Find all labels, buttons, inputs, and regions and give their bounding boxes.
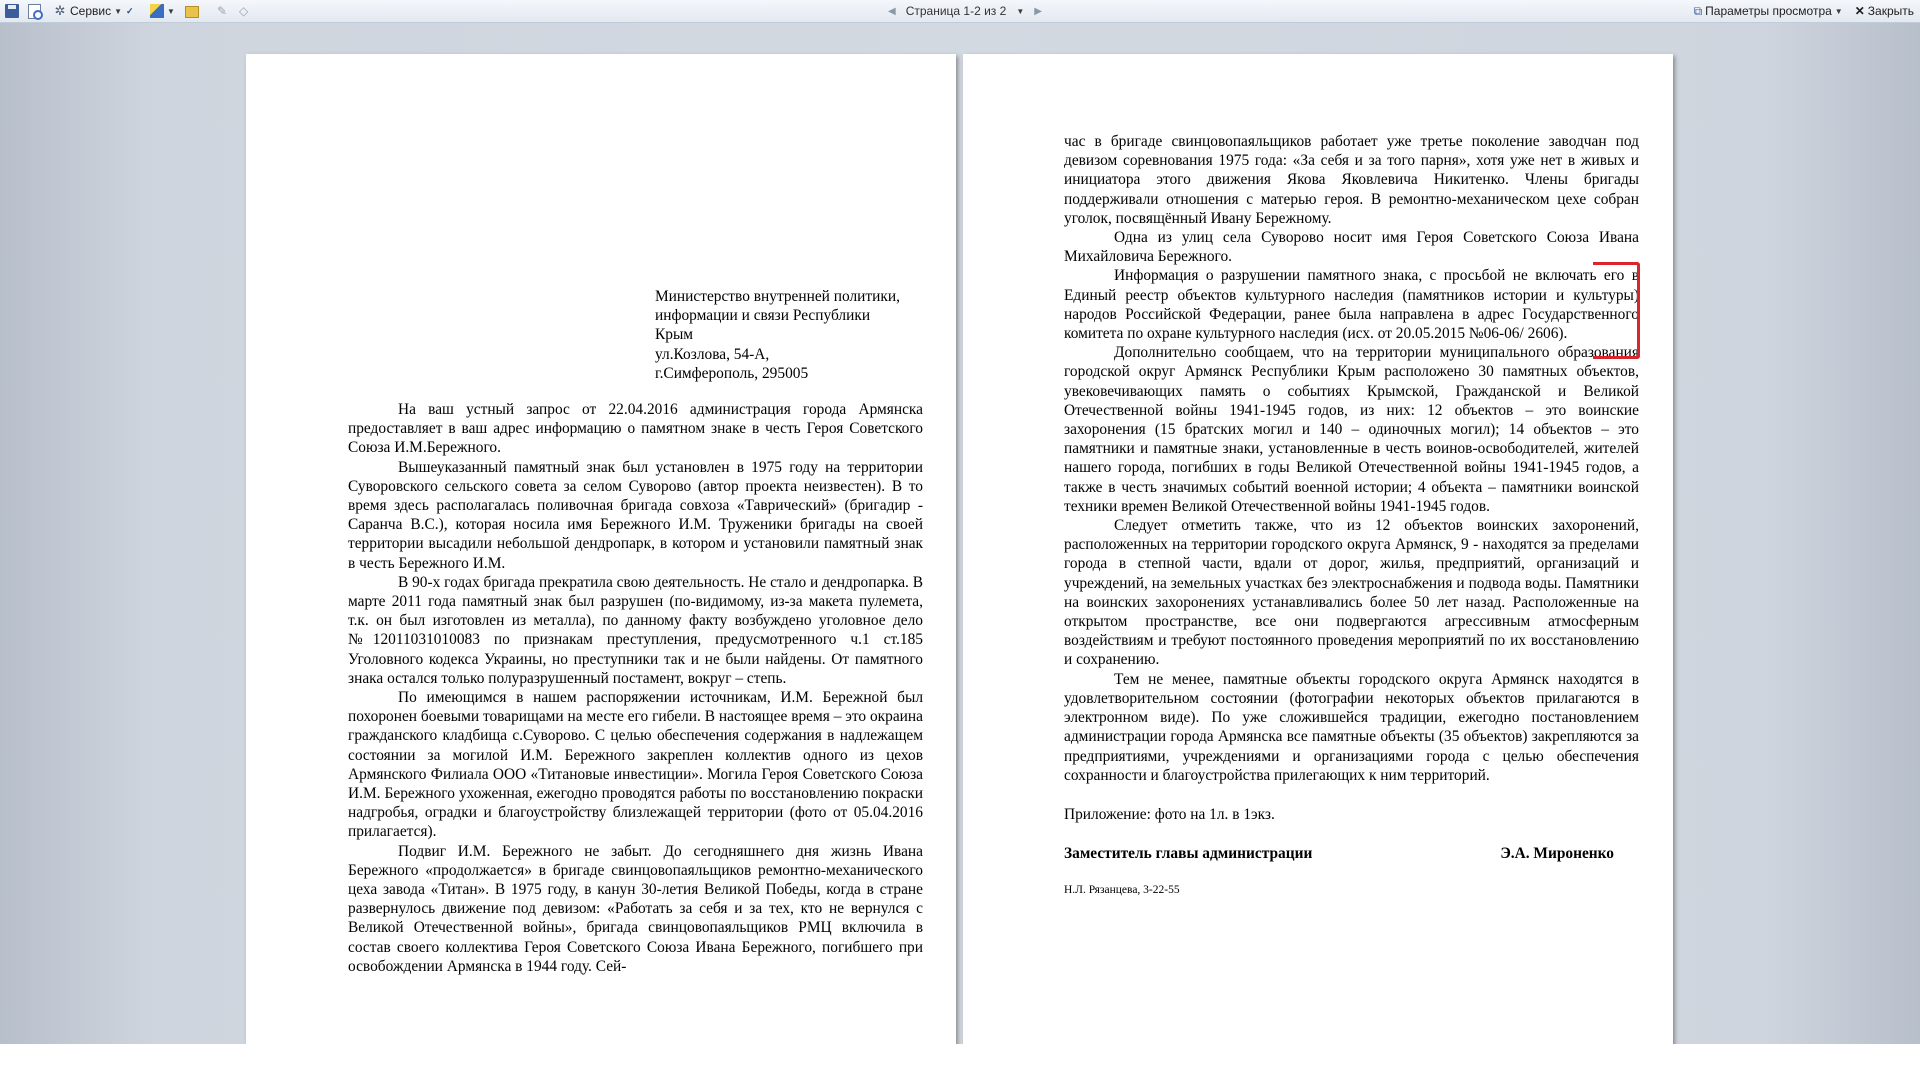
eraser-icon: ◇: [239, 4, 249, 18]
address-line: ул.Козлова, 54-А,: [655, 345, 770, 363]
service-menu-button[interactable]: [53, 3, 122, 19]
executor-contact: Н.Л. Рязанцева, 3-22-55: [1064, 884, 1180, 897]
spelling-icon: ✓: [126, 6, 134, 16]
folder-icon: [185, 6, 199, 18]
close-button[interactable]: [1855, 4, 1914, 18]
paragraph: По имеющимся в нашем распоряжении источникам, И.М. Бережной был похоронен боевыми товарищами на месте его гибели. В настоящее время – это окраина гражданского кладбища с.Суворово. С целью обеспечения содержания в надлежащем состоянии за могилой И.М. Бережного закреплен коллектив одного из цехов Армянского Филиала ООО «Титановые инвестиции». Могила Героя Советского Союза И.М. Бережного ухоженная, ежегодно проводятся работы по восстановлению покраски надгробья, оградки и благоустройству близлежащей территории (фото от 05.04.2016 прилагается).: [348, 689, 923, 841]
letter-body-page-1: [348, 400, 923, 976]
document-page-1: [246, 54, 956, 1060]
print-preview-toolbar: [0, 0, 1920, 23]
paragraph: На ваш устный запрос от 22.04.2016 администрация города Армянска предоставляет в ваш адрес информацию о памятном знаке в честь Героя Советского Союза И.М.Бережного.: [348, 401, 923, 457]
edit-disabled-button[interactable]: [217, 3, 231, 19]
chevron-down-icon: ▼: [167, 6, 175, 16]
address-line: г.Симферополь, 295005: [655, 364, 809, 382]
next-page-icon[interactable]: ▶: [1034, 5, 1042, 17]
page-navigation: [888, 3, 1042, 19]
highlighter-button[interactable]: [150, 3, 175, 19]
attachment-note: Приложение: фото на 1л. в 1экз.: [1064, 805, 1275, 823]
tools-icon: ✲: [54, 3, 66, 18]
preview-workspace[interactable]: [0, 23, 1920, 1044]
paragraph: час в бригаде свинцовопаяльщиков работает уже третье поколение заводчан под девизом соревнования 1975 года: «За себя и за того парня», хотя уже нет в живых и инициатора этого движения Якова Яковлевича Никитенко. Члены бригады поддерживали отношения с матерью героя. В ремонтно-механическом цехе собран уголок, посвящённый Ивану Бережному.: [1064, 133, 1639, 227]
chevron-down-icon[interactable]: ▼: [1016, 6, 1025, 16]
status-area: [0, 1044, 1920, 1080]
paragraph: Следует отметить также, что из 12 объектов воинских захоронений, расположенных на территории городского округа Армянск, 9 - находятся за пределами города в степной части, вдали от дорог, жилья, предприятий, организаций и учреждений, на земельных участках без электроснабжения и подвода воды. Памятники на воинских захоронениях устанавливались более 50 лет назад. Расположенные на открытом пространстве, все они подвергаются агрессивным атмосферным воздействиям и требуют постоянного проведения мероприятий по их восстановлению и сохранению.: [1064, 517, 1639, 669]
print-preview-icon: [28, 4, 41, 19]
open-folder-button[interactable]: [185, 3, 199, 19]
letter-body-page-2: [1064, 132, 1639, 901]
print-preview-button[interactable]: [28, 3, 41, 19]
recipient-address: [655, 287, 935, 383]
view-options-button[interactable]: [1694, 4, 1843, 19]
signature-block: [1064, 844, 1639, 863]
paragraph: Информация о разрушении памятного знака, с просьбой не включать его в Единый реестр объектов культурного наследия (памятников истории и культуры) народов Российской Федерации, ранее была направлена в адрес Государственного комитета по охране культурного наследия (исх. от 20.05.2015 №06-06/ 2606).: [1064, 267, 1639, 343]
paragraph: Тем не менее, памятные объекты городского округа Армянск находятся в удовлетворительном состоянии (фотографии некоторых объектов прилагаются в электронном виде). По уже сложившейся традиции, ежегодно постановлением администрации города Армянска все памятные объекты (35 объектов) закрепляются за предприятиями, учреждениями и организациями города с целью обеспечения сохранности и благоустройства прилегающих к ним территорий.: [1064, 670, 1639, 784]
red-highlight-bracket: [1593, 262, 1640, 359]
view-options-label: Параметры просмотра: [1705, 4, 1832, 18]
page-indicator[interactable]: Страница 1-2 из 2: [905, 4, 1007, 18]
paragraph: Вышеуказанный памятный знак был установлен в 1975 году на территории Суворовского сельского совета за селом Суворово (автор проекта неизвестен). В то время здесь располагалась поливочная бригада совхоза «Таврический» (бригадир - Саранча В.С.), которая носила имя Бережного И.М. Труженики бригады на своей территории высадили небольшой дендропарк, в котором и установили памятный знак в честь Бережного И.М.: [348, 458, 923, 572]
chevron-down-icon: ▼: [1834, 6, 1843, 16]
paragraph: В 90-х годах бригада прекратила свою деятельность. Не стало и дендропарка. В марте 2011 года памятный знак был разрушен (по-видимому, из-за макета пулемета, т.к. он был изготовлен из металла), по данному факту возбуждено уголовное дело №12011031010083 по признакам преступления, предусмотренного ч.1 ст.185 Уголовного кодекса Украины, но преступники так и не были найдены. От памятного знака остался только полуразрушенный постамент, вокруг – степь.: [348, 573, 924, 687]
save-button[interactable]: [5, 3, 19, 19]
service-menu-label: Сервис: [70, 4, 112, 18]
paragraph: Одна из улиц села Суворово носит имя Героя Советского Союза Ивана Михайловича Бережного.: [1064, 229, 1639, 266]
signer-title: Заместитель главы администрации: [1064, 845, 1313, 863]
signer-name: Э.А. Мироненко: [1500, 845, 1614, 863]
spelling-button[interactable]: [126, 3, 140, 19]
address-line: информации и связи Республики: [655, 307, 871, 325]
document-page-2: [963, 54, 1673, 1060]
address-line: Министерство внутренней политики,: [655, 288, 900, 305]
close-label: Закрыть: [1867, 4, 1914, 18]
highlighter-icon: [150, 4, 164, 18]
chevron-down-icon: ▼: [114, 6, 123, 16]
erase-disabled-button[interactable]: [239, 3, 253, 19]
paragraph: Подвиг И.М. Бережного не забыт. До сегодняшнего дня жизнь Ивана Бережного «продолжается» в бригаде свинцовопаяльщиков ремонтно-механического цеха завода «Титан». В 1975 году, в канун 30-летия Великой Победы, когда в стране развернулось движение под девизом: «Работать за себя и за тех, кто не вернулся с Великой Отечественной войны», бригада свинцовопаяльщиков РМЦ включила в состав своего коллектива Героя Советского Союза Ивана Бережного, погибшего при освобождении Армянска в 1944 году. Сей-: [348, 842, 923, 975]
paragraph: Дополнительно сообщаем, что на территории муниципального образования городской округ Армянск Республики Крым расположено 30 памятных объектов, увековечивающих память о событиях Крымской, Гражданской и Великой Отечественной войны 1941-1945 годов, из них: 12 объектов – это воинские захоронения (15 братских могил и 140 – одиночных могил); 14 объектов – это памятники и памятные знаки, установленные в честь воинов-освободителей, жителей нашего города, погибших в годы Великой Отечественной войны 1941-1945 годов, а также в честь значимых событий военной истории; 4 объекта – памятники воинской техники времен Великой Отечественной войны 1941-1945 годов.: [1064, 344, 1639, 515]
close-icon: ✕: [1854, 4, 1865, 18]
pencil-icon: ✎: [217, 4, 228, 18]
previous-page-icon[interactable]: ◀: [888, 5, 896, 17]
save-icon: [5, 4, 19, 18]
view-options-icon: ⧉: [1693, 3, 1703, 18]
address-line: Крым: [655, 326, 694, 344]
